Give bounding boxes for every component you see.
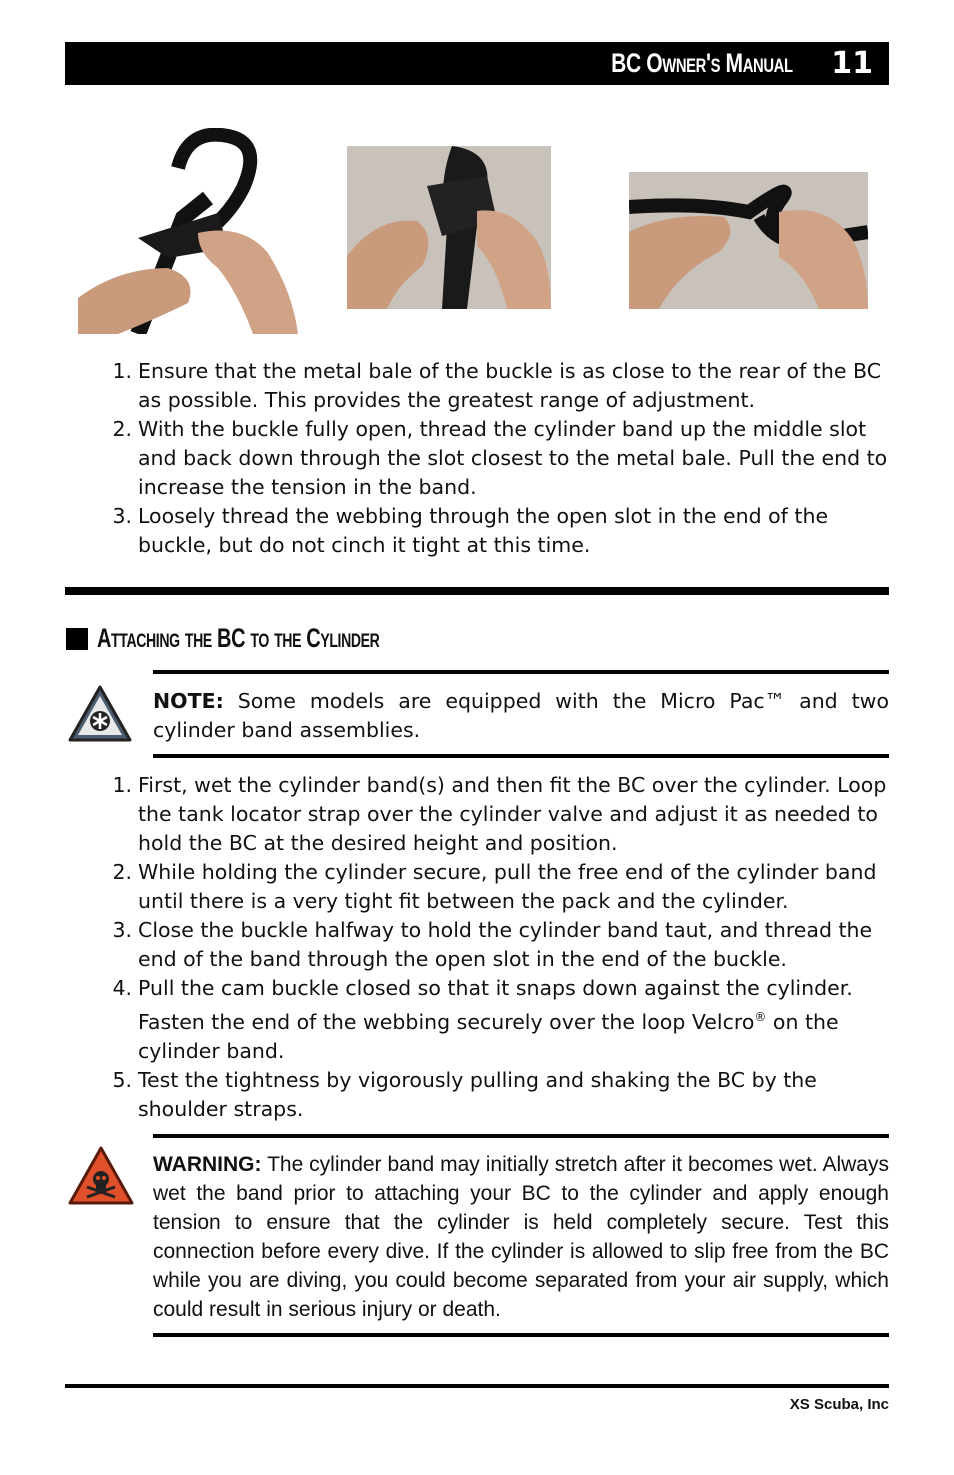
section-title: Attaching the BC to the Cylinder bbox=[97, 623, 380, 653]
note-triangle-icon bbox=[67, 684, 133, 748]
registered-mark: ® bbox=[754, 1010, 767, 1024]
step-text: With the buckle fully open, thread the cylinder band up the middle slot and back down through the slot closest to the metal bale. Pull the end to increase the tension in the band. bbox=[138, 417, 888, 499]
step-text: Close the buckle halfway to hold the cylinder band taut, and thread the end of the band through the open slot in the end of the buckle. bbox=[138, 918, 873, 971]
manual-title: BC Owner's Manual bbox=[611, 48, 793, 78]
page-number: 11 bbox=[831, 46, 873, 81]
list-item bbox=[65, 974, 895, 1066]
footer-company: XS Scuba, Inc bbox=[789, 1396, 889, 1413]
step-number: 5. bbox=[112, 1067, 132, 1092]
step-number: 3. bbox=[112, 504, 132, 528]
header-bar bbox=[65, 42, 889, 85]
step-text: First, wet the cylinder band(s) and then fit the BC over the cylinder. Loop the tank locator strap over the cylinder valve and adjust it as needed to hold the BC at the desired height and position. bbox=[138, 773, 887, 855]
section-marker-icon bbox=[66, 628, 88, 650]
list-item bbox=[65, 502, 895, 560]
list-item bbox=[65, 858, 895, 916]
attach-steps-list bbox=[65, 771, 895, 1124]
step-number: 1. bbox=[112, 773, 132, 797]
warning-callout bbox=[153, 1134, 889, 1337]
section-divider bbox=[65, 587, 889, 595]
list-item bbox=[65, 771, 895, 858]
hands-holding-buckle-photo bbox=[347, 146, 551, 309]
note-label: NOTE: bbox=[153, 689, 224, 713]
step-text-before: Pull the cam buckle closed so that it snaps down against the cylinder. Fasten the end of the webbing securely over the loop Velcro bbox=[138, 976, 853, 1034]
step-number: 3. bbox=[112, 918, 132, 942]
step-number: 2. bbox=[112, 860, 132, 884]
hands-threading-strap-photo bbox=[78, 128, 298, 334]
footer-rule bbox=[65, 1384, 889, 1388]
step-text-after: on the cylinder band. bbox=[138, 1009, 839, 1063]
list-item bbox=[65, 1066, 895, 1124]
hands-pulling-band-photo bbox=[629, 172, 868, 309]
step-text: Test the tightness by vigorously pulling and shaking the BC by the shoulder straps. bbox=[138, 1067, 817, 1121]
list-item bbox=[65, 357, 895, 415]
step-number: 1. bbox=[112, 359, 132, 383]
step-text: Ensure that the metal bale of the buckle is as close to the rear of the BC as possible. This provides the greatest range of adjustment. bbox=[138, 359, 882, 412]
note-callout bbox=[153, 670, 889, 758]
warning-label: WARNING: bbox=[153, 1153, 262, 1176]
step-text: While holding the cylinder secure, pull the free end of the cylinder band until there is a very tight fit between the pack and the cylinder. bbox=[138, 860, 877, 913]
setup-steps-list bbox=[65, 357, 895, 560]
list-item bbox=[65, 916, 895, 974]
note-text: Some models are equipped with the Micro Pac™ and two cylinder band assemblies. bbox=[153, 689, 889, 742]
step-number: 4. bbox=[112, 976, 132, 1000]
list-item bbox=[65, 415, 895, 502]
warning-text: The cylinder band may initially stretch after it becomes wet. Always wet the band prior to attaching your BC to the cylinder and apply enough tension to ensure that the cylinder is held completely secure. Test this connection before every dive. If the cylinder is allowed to slip free from the BC while you are diving, you could become separated from your air supply, which could result in serious injury or death. bbox=[153, 1153, 889, 1321]
step-text: Loosely thread the webbing through the open slot in the end of the buckle, but do not cinch it tight at this time. bbox=[138, 504, 829, 557]
warning-skull-triangle-icon bbox=[67, 1145, 135, 1211]
step-number: 2. bbox=[112, 417, 132, 441]
